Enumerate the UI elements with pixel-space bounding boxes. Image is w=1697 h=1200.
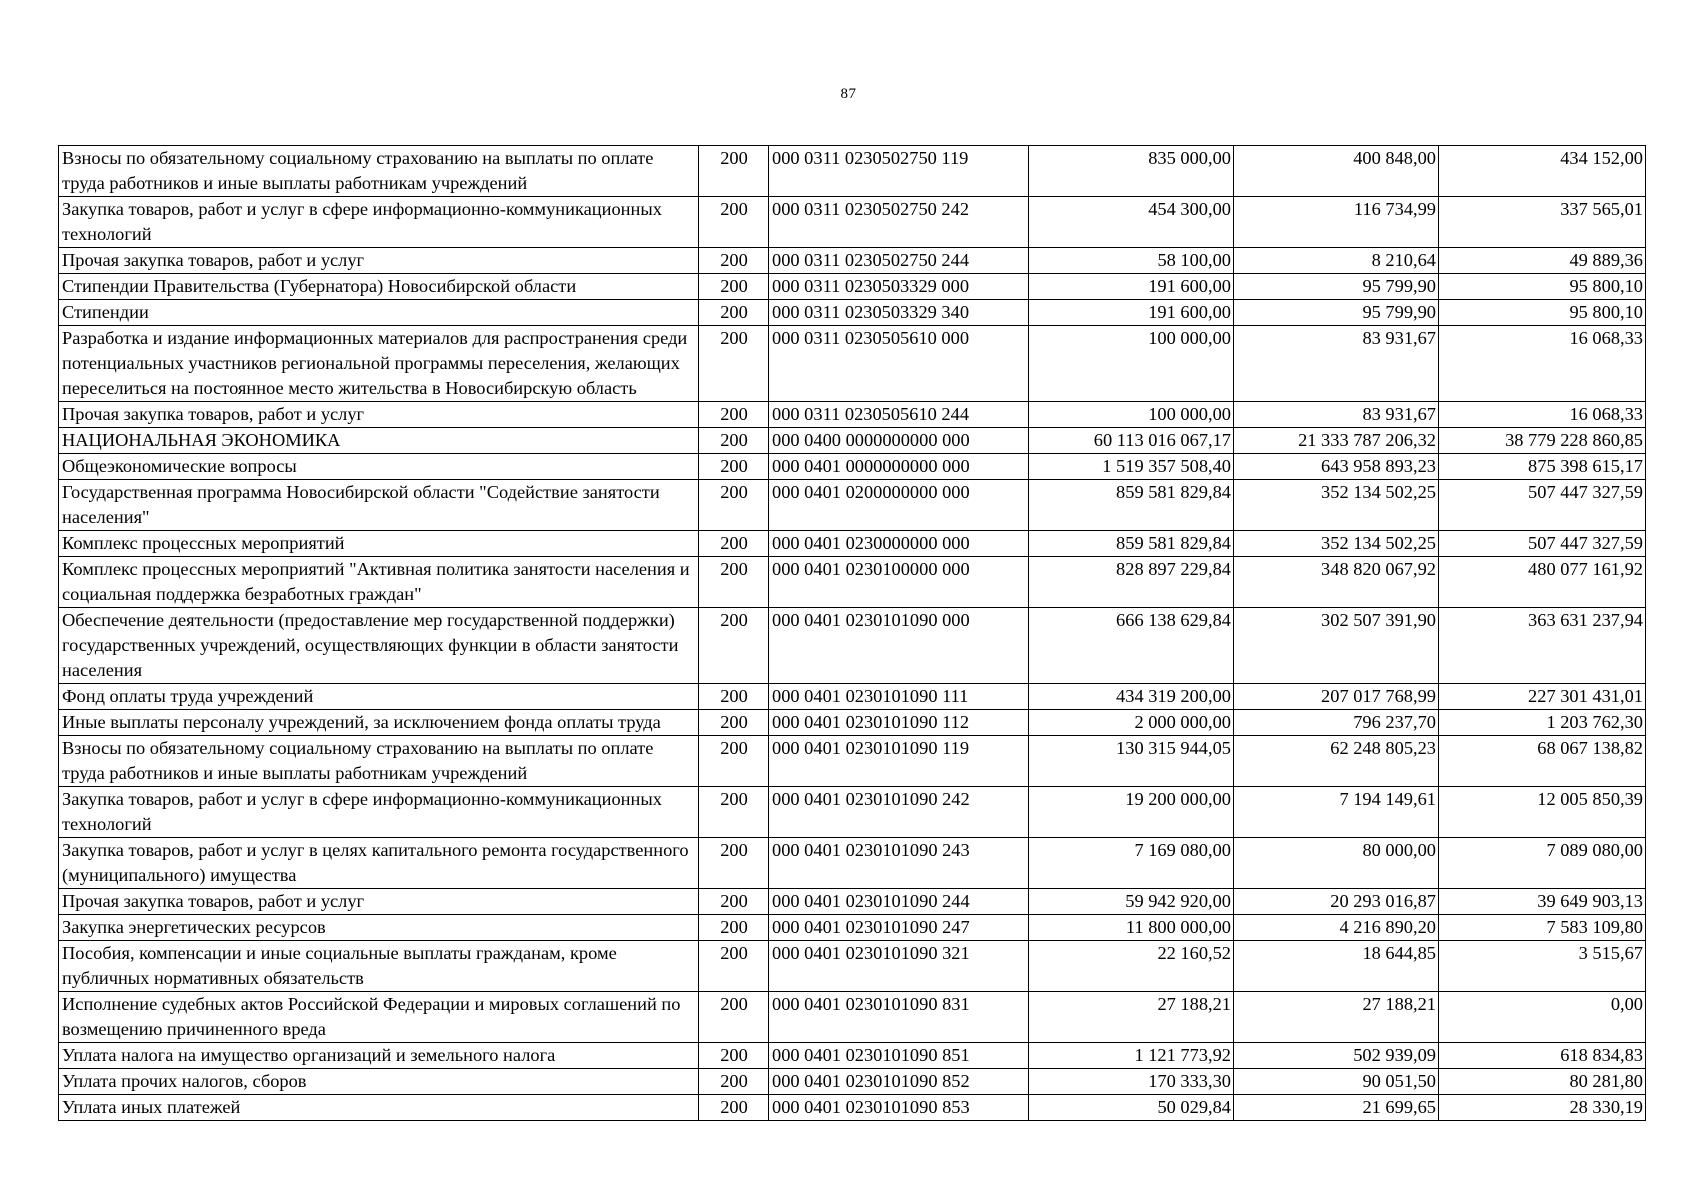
- row-budget-classification: 000 0311 0230503329 340: [769, 300, 1029, 326]
- row-approved-amount: 59 942 920,00: [1029, 889, 1234, 915]
- table-row: [59, 531, 1646, 557]
- row-budget-classification: 000 0401 0000000000 000: [769, 454, 1029, 480]
- table-row: [59, 1043, 1646, 1069]
- budget-table: [58, 145, 1646, 1121]
- row-name: Взносы по обязательному социальному страхованию на выплаты по оплате труда работников и иные выплаты работникам учреждений: [59, 736, 699, 787]
- row-remaining-amount: 38 779 228 860,85: [1439, 428, 1646, 454]
- row-name: Уплата прочих налогов, сборов: [59, 1069, 699, 1095]
- row-budget-classification: 000 0400 0000000000 000: [769, 428, 1029, 454]
- row-executed-amount: 83 931,67: [1234, 326, 1439, 402]
- row-line-code: 200: [699, 1095, 769, 1121]
- row-approved-amount: 1 121 773,92: [1029, 1043, 1234, 1069]
- row-budget-classification: 000 0401 0230101090 112: [769, 710, 1029, 736]
- row-executed-amount: 83 931,67: [1234, 402, 1439, 428]
- table-row: [59, 300, 1646, 326]
- row-line-code: 200: [699, 454, 769, 480]
- row-name: Пособия, компенсации и иные социальные выплаты гражданам, кроме публичных нормативных обязательств: [59, 941, 699, 992]
- row-remaining-amount: 95 800,10: [1439, 300, 1646, 326]
- row-name: Исполнение судебных актов Российской Федерации и мировых соглашений по возмещению причиненного вреда: [59, 992, 699, 1043]
- row-remaining-amount: 337 565,01: [1439, 197, 1646, 248]
- row-approved-amount: 130 315 944,05: [1029, 736, 1234, 787]
- row-remaining-amount: 227 301 431,01: [1439, 684, 1646, 710]
- table-row: [59, 684, 1646, 710]
- row-budget-classification: 000 0401 0230101090 831: [769, 992, 1029, 1043]
- row-line-code: 200: [699, 402, 769, 428]
- row-line-code: 200: [699, 326, 769, 402]
- row-line-code: 200: [699, 915, 769, 941]
- table-row: [59, 1069, 1646, 1095]
- table-row: [59, 326, 1646, 402]
- row-executed-amount: 27 188,21: [1234, 992, 1439, 1043]
- row-remaining-amount: 618 834,83: [1439, 1043, 1646, 1069]
- row-remaining-amount: 28 330,19: [1439, 1095, 1646, 1121]
- row-line-code: 200: [699, 710, 769, 736]
- row-name: Закупка товаров, работ и услуг в сфере информационно-коммуникационных технологий: [59, 787, 699, 838]
- row-executed-amount: 400 848,00: [1234, 146, 1439, 197]
- row-budget-classification: 000 0401 0230101090 242: [769, 787, 1029, 838]
- row-approved-amount: 828 897 229,84: [1029, 557, 1234, 608]
- row-remaining-amount: 68 067 138,82: [1439, 736, 1646, 787]
- row-budget-classification: 000 0311 0230502750 242: [769, 197, 1029, 248]
- row-approved-amount: 191 600,00: [1029, 300, 1234, 326]
- row-name: Общеэкономические вопросы: [59, 454, 699, 480]
- row-budget-classification: 000 0401 0230101090 321: [769, 941, 1029, 992]
- row-executed-amount: 796 237,70: [1234, 710, 1439, 736]
- row-remaining-amount: 363 631 237,94: [1439, 608, 1646, 684]
- row-approved-amount: 191 600,00: [1029, 274, 1234, 300]
- row-line-code: 200: [699, 197, 769, 248]
- row-line-code: 200: [699, 557, 769, 608]
- row-line-code: 200: [699, 608, 769, 684]
- row-remaining-amount: 434 152,00: [1439, 146, 1646, 197]
- row-approved-amount: 835 000,00: [1029, 146, 1234, 197]
- row-name: Прочая закупка товаров, работ и услуг: [59, 248, 699, 274]
- row-executed-amount: 20 293 016,87: [1234, 889, 1439, 915]
- row-executed-amount: 21 699,65: [1234, 1095, 1439, 1121]
- row-approved-amount: 859 581 829,84: [1029, 480, 1234, 531]
- row-executed-amount: 116 734,99: [1234, 197, 1439, 248]
- row-budget-classification: 000 0401 0230101090 111: [769, 684, 1029, 710]
- row-budget-classification: 000 0401 0230101090 244: [769, 889, 1029, 915]
- row-line-code: 200: [699, 684, 769, 710]
- table-row: [59, 787, 1646, 838]
- row-remaining-amount: 16 068,33: [1439, 326, 1646, 402]
- row-approved-amount: 100 000,00: [1029, 402, 1234, 428]
- row-name: Фонд оплаты труда учреждений: [59, 684, 699, 710]
- row-line-code: 200: [699, 428, 769, 454]
- row-budget-classification: 000 0311 0230505610 000: [769, 326, 1029, 402]
- row-remaining-amount: 875 398 615,17: [1439, 454, 1646, 480]
- row-line-code: 200: [699, 941, 769, 992]
- table-row: [59, 736, 1646, 787]
- row-budget-classification: 000 0311 0230502750 244: [769, 248, 1029, 274]
- table-row: [59, 608, 1646, 684]
- row-budget-classification: 000 0401 0230000000 000: [769, 531, 1029, 557]
- row-approved-amount: 11 800 000,00: [1029, 915, 1234, 941]
- row-executed-amount: 348 820 067,92: [1234, 557, 1439, 608]
- table-row: [59, 992, 1646, 1043]
- row-budget-classification: 000 0401 0230101090 247: [769, 915, 1029, 941]
- row-name: Стипендии: [59, 300, 699, 326]
- row-name: Взносы по обязательному социальному страхованию на выплаты по оплате труда работников и иные выплаты работникам учреждений: [59, 146, 699, 197]
- row-approved-amount: 7 169 080,00: [1029, 838, 1234, 889]
- row-approved-amount: 50 029,84: [1029, 1095, 1234, 1121]
- row-name: Разработка и издание информационных материалов для распространения среди потенциальных участников региональной программы переселения, желающих переселиться на постоянное место жительства в Новосибирскую область: [59, 326, 699, 402]
- table-row: [59, 402, 1646, 428]
- row-approved-amount: 666 138 629,84: [1029, 608, 1234, 684]
- table-row: [59, 941, 1646, 992]
- row-executed-amount: 352 134 502,25: [1234, 531, 1439, 557]
- row-line-code: 200: [699, 480, 769, 531]
- table-row: [59, 557, 1646, 608]
- row-remaining-amount: 7 089 080,00: [1439, 838, 1646, 889]
- row-remaining-amount: 49 889,36: [1439, 248, 1646, 274]
- row-budget-classification: 000 0311 0230505610 244: [769, 402, 1029, 428]
- row-executed-amount: 95 799,90: [1234, 274, 1439, 300]
- row-budget-classification: 000 0401 0230100000 000: [769, 557, 1029, 608]
- row-name: Обеспечение деятельности (предоставление мер государственной поддержки) государственных учреждений, осуществляющих функции в области занятости населения: [59, 608, 699, 684]
- row-name: Государственная программа Новосибирской области "Содействие занятости населения": [59, 480, 699, 531]
- table-row: [59, 915, 1646, 941]
- row-remaining-amount: 16 068,33: [1439, 402, 1646, 428]
- row-budget-classification: 000 0401 0230101090 000: [769, 608, 1029, 684]
- row-remaining-amount: 7 583 109,80: [1439, 915, 1646, 941]
- row-approved-amount: 859 581 829,84: [1029, 531, 1234, 557]
- row-executed-amount: 4 216 890,20: [1234, 915, 1439, 941]
- table-row: [59, 274, 1646, 300]
- table-row: [59, 889, 1646, 915]
- row-remaining-amount: 95 800,10: [1439, 274, 1646, 300]
- page-number: 87: [840, 86, 857, 102]
- row-executed-amount: 7 194 149,61: [1234, 787, 1439, 838]
- table-row: [59, 710, 1646, 736]
- table-row: [59, 454, 1646, 480]
- row-name: Закупка энергетических ресурсов: [59, 915, 699, 941]
- row-executed-amount: 62 248 805,23: [1234, 736, 1439, 787]
- table-row: [59, 248, 1646, 274]
- row-approved-amount: 27 188,21: [1029, 992, 1234, 1043]
- row-line-code: 200: [699, 838, 769, 889]
- row-line-code: 200: [699, 992, 769, 1043]
- row-executed-amount: 21 333 787 206,32: [1234, 428, 1439, 454]
- row-budget-classification: 000 0401 0230101090 243: [769, 838, 1029, 889]
- row-executed-amount: 18 644,85: [1234, 941, 1439, 992]
- table-row: [59, 197, 1646, 248]
- row-budget-classification: 000 0311 0230502750 119: [769, 146, 1029, 197]
- row-line-code: 200: [699, 736, 769, 787]
- row-name: Прочая закупка товаров, работ и услуг: [59, 402, 699, 428]
- row-remaining-amount: 3 515,67: [1439, 941, 1646, 992]
- row-remaining-amount: 0,00: [1439, 992, 1646, 1043]
- row-name: Комплекс процессных мероприятий: [59, 531, 699, 557]
- row-executed-amount: 502 939,09: [1234, 1043, 1439, 1069]
- row-remaining-amount: 480 077 161,92: [1439, 557, 1646, 608]
- row-budget-classification: 000 0311 0230503329 000: [769, 274, 1029, 300]
- row-executed-amount: 90 051,50: [1234, 1069, 1439, 1095]
- row-executed-amount: 643 958 893,23: [1234, 454, 1439, 480]
- table-row: [59, 146, 1646, 197]
- table-row: [59, 428, 1646, 454]
- row-executed-amount: 302 507 391,90: [1234, 608, 1439, 684]
- row-budget-classification: 000 0401 0200000000 000: [769, 480, 1029, 531]
- table-row: [59, 480, 1646, 531]
- row-name: Уплата иных платежей: [59, 1095, 699, 1121]
- row-name: Комплекс процессных мероприятий "Активная политика занятости населения и социальная поддержка безработных граждан": [59, 557, 699, 608]
- row-approved-amount: 2 000 000,00: [1029, 710, 1234, 736]
- table-row: [59, 1095, 1646, 1121]
- row-remaining-amount: 507 447 327,59: [1439, 480, 1646, 531]
- budget-table-body: [59, 146, 1646, 1121]
- row-remaining-amount: 39 649 903,13: [1439, 889, 1646, 915]
- row-approved-amount: 454 300,00: [1029, 197, 1234, 248]
- row-approved-amount: 58 100,00: [1029, 248, 1234, 274]
- row-executed-amount: 80 000,00: [1234, 838, 1439, 889]
- row-line-code: 200: [699, 146, 769, 197]
- row-executed-amount: 207 017 768,99: [1234, 684, 1439, 710]
- row-executed-amount: 352 134 502,25: [1234, 480, 1439, 531]
- row-line-code: 200: [699, 248, 769, 274]
- row-line-code: 200: [699, 274, 769, 300]
- row-line-code: 200: [699, 787, 769, 838]
- row-name: Закупка товаров, работ и услуг в целях капитального ремонта государственного (муниципального) имущества: [59, 838, 699, 889]
- row-line-code: 200: [699, 1069, 769, 1095]
- row-remaining-amount: 507 447 327,59: [1439, 531, 1646, 557]
- row-executed-amount: 95 799,90: [1234, 300, 1439, 326]
- row-line-code: 200: [699, 300, 769, 326]
- row-remaining-amount: 1 203 762,30: [1439, 710, 1646, 736]
- row-budget-classification: 000 0401 0230101090 853: [769, 1095, 1029, 1121]
- row-name: Закупка товаров, работ и услуг в сфере информационно-коммуникационных технологий: [59, 197, 699, 248]
- row-name: Иные выплаты персоналу учреждений, за исключением фонда оплаты труда: [59, 710, 699, 736]
- row-remaining-amount: 80 281,80: [1439, 1069, 1646, 1095]
- row-approved-amount: 1 519 357 508,40: [1029, 454, 1234, 480]
- row-approved-amount: 170 333,30: [1029, 1069, 1234, 1095]
- row-executed-amount: 8 210,64: [1234, 248, 1439, 274]
- row-line-code: 200: [699, 889, 769, 915]
- row-name: Уплата налога на имущество организаций и земельного налога: [59, 1043, 699, 1069]
- row-budget-classification: 000 0401 0230101090 852: [769, 1069, 1029, 1095]
- row-approved-amount: 100 000,00: [1029, 326, 1234, 402]
- table-row: [59, 838, 1646, 889]
- row-budget-classification: 000 0401 0230101090 851: [769, 1043, 1029, 1069]
- row-name: НАЦИОНАЛЬНАЯ ЭКОНОМИКА: [59, 428, 699, 454]
- row-line-code: 200: [699, 1043, 769, 1069]
- row-remaining-amount: 12 005 850,39: [1439, 787, 1646, 838]
- row-approved-amount: 19 200 000,00: [1029, 787, 1234, 838]
- row-name: Прочая закупка товаров, работ и услуг: [59, 889, 699, 915]
- row-approved-amount: 22 160,52: [1029, 941, 1234, 992]
- row-line-code: 200: [699, 531, 769, 557]
- row-budget-classification: 000 0401 0230101090 119: [769, 736, 1029, 787]
- row-approved-amount: 434 319 200,00: [1029, 684, 1234, 710]
- row-name: Стипендии Правительства (Губернатора) Новосибирской области: [59, 274, 699, 300]
- row-approved-amount: 60 113 016 067,17: [1029, 428, 1234, 454]
